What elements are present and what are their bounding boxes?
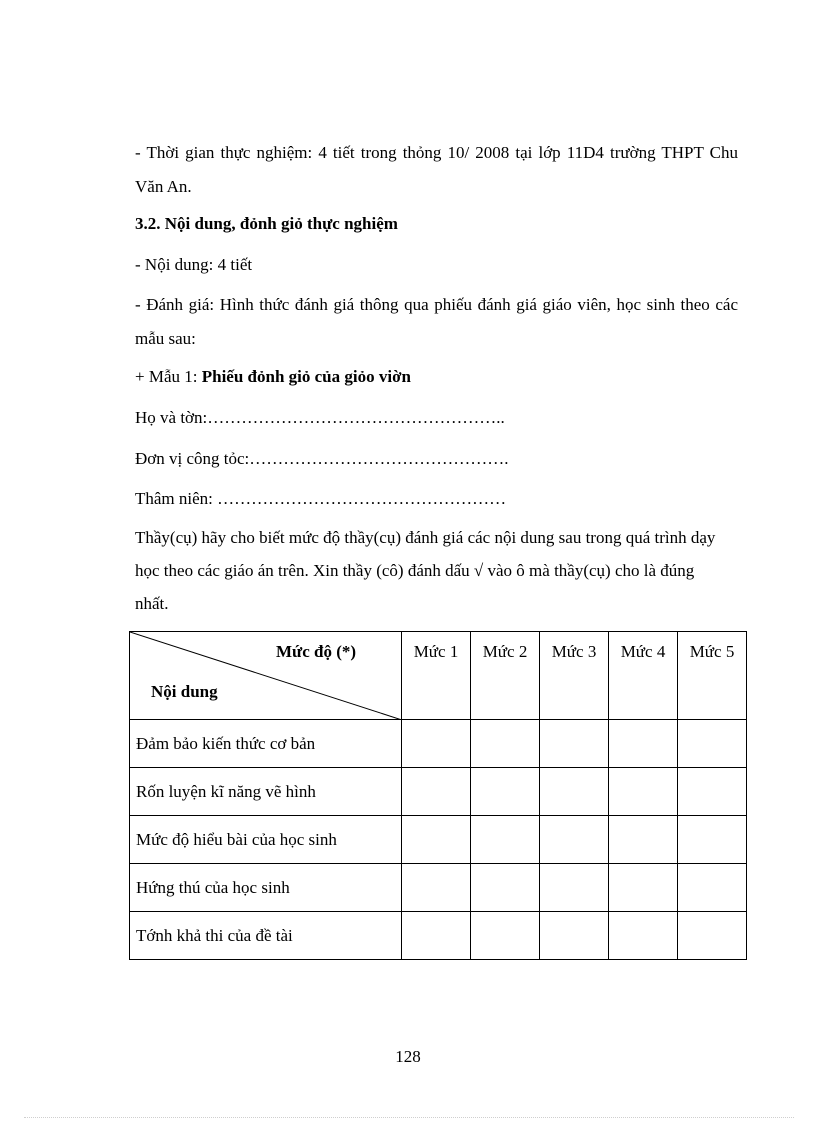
- header-level-label: Mức độ (*): [276, 642, 357, 661]
- rating-cell[interactable]: [402, 720, 471, 768]
- rating-cell[interactable]: [540, 864, 609, 912]
- rating-cell[interactable]: [471, 912, 540, 960]
- section-heading: 3.2. Nội dung, đỏnh giỏ thực nghiệm: [135, 214, 398, 233]
- evaluation-table: [129, 631, 747, 960]
- rating-cell[interactable]: [540, 912, 609, 960]
- rating-cell[interactable]: [609, 768, 678, 816]
- rating-cell[interactable]: [678, 768, 747, 816]
- content-paragraph: - Nội dung: 4 tiết: [135, 255, 253, 274]
- table-row: [130, 720, 747, 768]
- rating-cell[interactable]: [540, 768, 609, 816]
- rating-cell[interactable]: [678, 864, 747, 912]
- table-header-row: [130, 632, 747, 720]
- rating-cell[interactable]: [471, 864, 540, 912]
- rating-cell[interactable]: [609, 720, 678, 768]
- level-header-1: Mức 1: [402, 632, 471, 720]
- rating-cell[interactable]: [678, 720, 747, 768]
- form-title: Phiếu đỏnh giỏ của giỏo viờn: [201, 367, 411, 386]
- rating-cell[interactable]: [402, 864, 471, 912]
- rating-cell[interactable]: [678, 912, 747, 960]
- field-seniority: Thâm niên: ……………………………………………: [135, 489, 507, 508]
- rating-cell[interactable]: [402, 912, 471, 960]
- rating-cell[interactable]: [609, 816, 678, 864]
- rating-cell[interactable]: [471, 720, 540, 768]
- rating-cell[interactable]: [471, 816, 540, 864]
- evaluation-paragraph: - Đánh giá: Hình thức đánh giá thông qua phiếu đánh giá giáo viên, học sinh theo các mẫu sau:: [135, 295, 738, 348]
- level-header-2: Mức 2: [471, 632, 540, 720]
- table-row: [130, 816, 747, 864]
- field-unit: Đơn vị công tỏc:……………………………………….: [135, 449, 509, 468]
- header-content-label: Nội dung: [151, 682, 218, 701]
- page-number: 128: [395, 1047, 421, 1066]
- rating-cell[interactable]: [540, 816, 609, 864]
- row-label: Tớnh khả thi của đề tài: [130, 912, 402, 960]
- row-label: Mức độ hiểu bài của học sinh: [130, 816, 402, 864]
- rating-cell[interactable]: [678, 816, 747, 864]
- level-header-5: Mức 5: [678, 632, 747, 720]
- footer-divider: [24, 1117, 794, 1118]
- form-prefix: + Mẫu 1:: [135, 367, 202, 386]
- table-row: [130, 912, 747, 960]
- rating-cell[interactable]: [609, 864, 678, 912]
- form-title-line: [135, 367, 411, 387]
- diagonal-line: [130, 632, 402, 720]
- level-header-4: Mức 4: [609, 632, 678, 720]
- experiment-time-paragraph: - Thời gian thực nghiệm: 4 tiết trong thỏng 10/ 2008 tại lớp 11D4 trường THPT Chu Văn An.: [135, 143, 738, 196]
- table-row: [130, 768, 747, 816]
- rating-cell[interactable]: [402, 768, 471, 816]
- level-header-3: Mức 3: [540, 632, 609, 720]
- rating-cell[interactable]: [609, 912, 678, 960]
- field-name: Họ và tờn:……………………………………………..: [135, 408, 505, 427]
- row-label: Rốn luyện kĩ năng vẽ hình: [130, 768, 402, 816]
- rating-cell[interactable]: [471, 768, 540, 816]
- rating-cell[interactable]: [402, 816, 471, 864]
- rating-cell[interactable]: [540, 720, 609, 768]
- instruction-paragraph: Thầy(cụ) hãy cho biết mức độ thầy(cụ) đánh giá các nội dung sau trong quá trình dạy học theo các giáo án trên. Xin thầy (cô) đánh dấu √ vào ô mà thầy(cụ) cho là đúng nhất.: [135, 528, 716, 613]
- diagonal-header-cell: [130, 632, 402, 720]
- row-label: Đảm bảo kiến thức cơ bản: [130, 720, 402, 768]
- row-label: Hứng thú của học sinh: [130, 864, 402, 912]
- table-row: [130, 864, 747, 912]
